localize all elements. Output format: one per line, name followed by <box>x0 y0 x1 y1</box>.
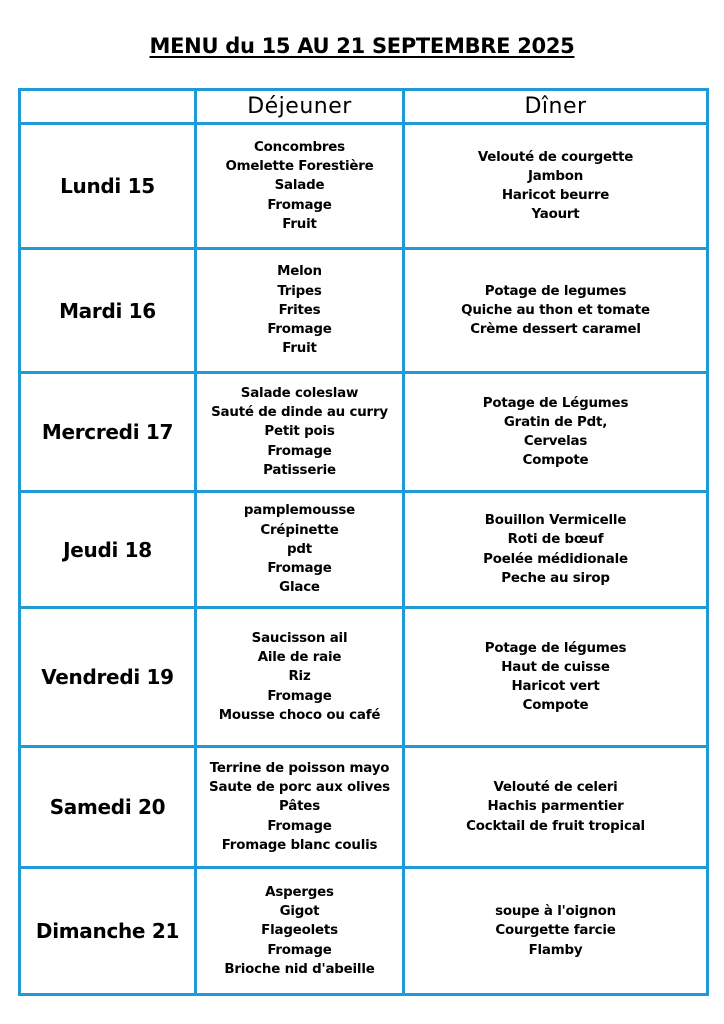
lunch-dish: pdt <box>287 541 312 557</box>
lunch-dish: Fromage <box>267 561 332 577</box>
lunch-cell <box>196 608 404 747</box>
lunch-dish: Frites <box>278 302 321 318</box>
lunch-dish: Fromage blanc coulis <box>221 837 378 853</box>
dinner-dish: soupe à l'oignon <box>495 904 616 920</box>
lunch-dish: Flageolets <box>261 923 338 939</box>
dinner-dish: Velouté de celeri <box>493 780 618 796</box>
dinner-dish: Hachis parmentier <box>487 799 624 815</box>
lunch-dish: Mousse choco ou café <box>218 707 381 723</box>
day-label: Jeudi 18 <box>20 492 196 608</box>
dinner-cell <box>404 373 708 492</box>
lunch-dish: Asperges <box>265 884 334 900</box>
day-label: Dimanche 21 <box>20 868 196 995</box>
dinner-dish: Crème dessert caramel <box>470 322 641 338</box>
dinner-dish: Potage de légumes <box>484 640 627 656</box>
day-label: Vendredi 19 <box>20 608 196 747</box>
header-lunch: Déjeuner <box>196 90 404 124</box>
day-row <box>20 492 708 608</box>
dinner-dish: Haricot vert <box>511 679 600 694</box>
lunch-cell <box>196 492 404 608</box>
day-label: Mardi 16 <box>20 249 196 373</box>
dinner-dish: Compote <box>522 698 589 714</box>
header-corner <box>20 90 196 124</box>
lunch-cell <box>196 373 404 492</box>
lunch-dish: Sauté de dinde au curry <box>211 405 388 421</box>
lunch-dish: Salade <box>274 178 325 194</box>
dinner-dish: Compote <box>522 453 589 469</box>
lunch-cell <box>196 747 404 868</box>
weekly-menu-table <box>18 88 709 996</box>
lunch-dish: pamplemousse <box>243 503 356 519</box>
dinner-dish: Haricot beurre <box>501 188 610 203</box>
dinner-dish: Quiche au thon et tomate <box>461 302 650 318</box>
lunch-dish: Terrine de poisson mayo <box>209 760 390 776</box>
dinner-dish: Poelée médidionale <box>483 551 628 567</box>
day-row <box>20 373 708 492</box>
lunch-cell <box>196 868 404 995</box>
dinner-cell <box>404 124 708 249</box>
dinner-dish: Jambon <box>527 168 584 184</box>
dinner-dish: Potage de Légumes <box>482 395 629 411</box>
lunch-cell <box>196 124 404 249</box>
day-row <box>20 124 708 249</box>
dinner-dish: Velouté de courgette <box>477 149 634 165</box>
lunch-dish: Aile de raie <box>257 650 342 666</box>
lunch-dish: Saute de porc aux olives <box>209 780 390 796</box>
lunch-dish: Fromage <box>267 197 332 213</box>
lunch-dish: Patisserie <box>263 462 336 478</box>
dinner-cell <box>404 747 708 868</box>
dinner-dish: Potage de legumes <box>484 283 627 299</box>
lunch-dish: Salade coleslaw <box>240 385 359 401</box>
lunch-dish: Fruit <box>282 341 317 357</box>
lunch-dish: Petit pois <box>264 424 335 440</box>
dinner-dish: Bouillon Vermicelle <box>484 513 627 529</box>
lunch-dish: Melon <box>277 264 322 280</box>
dinner-dish: Roti de bœuf <box>507 532 604 548</box>
lunch-dish: Gigot <box>279 904 320 920</box>
day-label: Mercredi 17 <box>20 373 196 492</box>
lunch-dish: Fromage <box>267 818 332 834</box>
dinner-dish: Peche au sirop <box>501 570 610 586</box>
day-label: Lundi 15 <box>20 124 196 249</box>
menu-title: MENU du 15 AU 21 SEPTEMBRE 2025 <box>149 34 575 58</box>
dinner-cell <box>404 492 708 608</box>
dinner-dish: Gratin de Pdt, <box>503 414 608 430</box>
lunch-dish: Fruit <box>282 216 317 232</box>
lunch-dish: Omelette Forestière <box>225 159 374 175</box>
dinner-dish: Haut de cuisse <box>501 659 610 675</box>
lunch-dish: Riz <box>288 669 311 685</box>
lunch-dish: Crépinette <box>260 522 339 538</box>
lunch-dish: Pâtes <box>279 799 320 815</box>
lunch-dish: Fromage <box>267 688 332 704</box>
lunch-dish: Brioche nid d'abeille <box>224 961 375 977</box>
lunch-dish: Concombres <box>254 139 345 155</box>
dinner-dish: Yaourt <box>531 207 580 223</box>
dinner-cell <box>404 249 708 373</box>
header-row <box>20 90 708 124</box>
lunch-dish: Tripes <box>277 283 322 299</box>
dinner-dish: Cervelas <box>523 434 588 449</box>
lunch-dish: Saucisson ail <box>251 630 348 646</box>
dinner-dish: Flamby <box>528 942 583 958</box>
lunch-dish: Fromage <box>267 322 332 338</box>
day-row <box>20 868 708 995</box>
day-row <box>20 608 708 747</box>
dinner-cell <box>404 608 708 747</box>
day-label: Samedi 20 <box>20 747 196 868</box>
lunch-dish: Fromage <box>267 443 332 459</box>
header-dinner: Dîner <box>404 90 708 124</box>
lunch-cell <box>196 249 404 373</box>
dinner-dish: Cocktail de fruit tropical <box>466 818 645 834</box>
day-row <box>20 747 708 868</box>
lunch-dish: Fromage <box>267 942 332 958</box>
dinner-cell <box>404 868 708 995</box>
dinner-dish: Courgette farcie <box>495 923 616 939</box>
lunch-dish: Glace <box>279 580 320 596</box>
day-row <box>20 249 708 373</box>
